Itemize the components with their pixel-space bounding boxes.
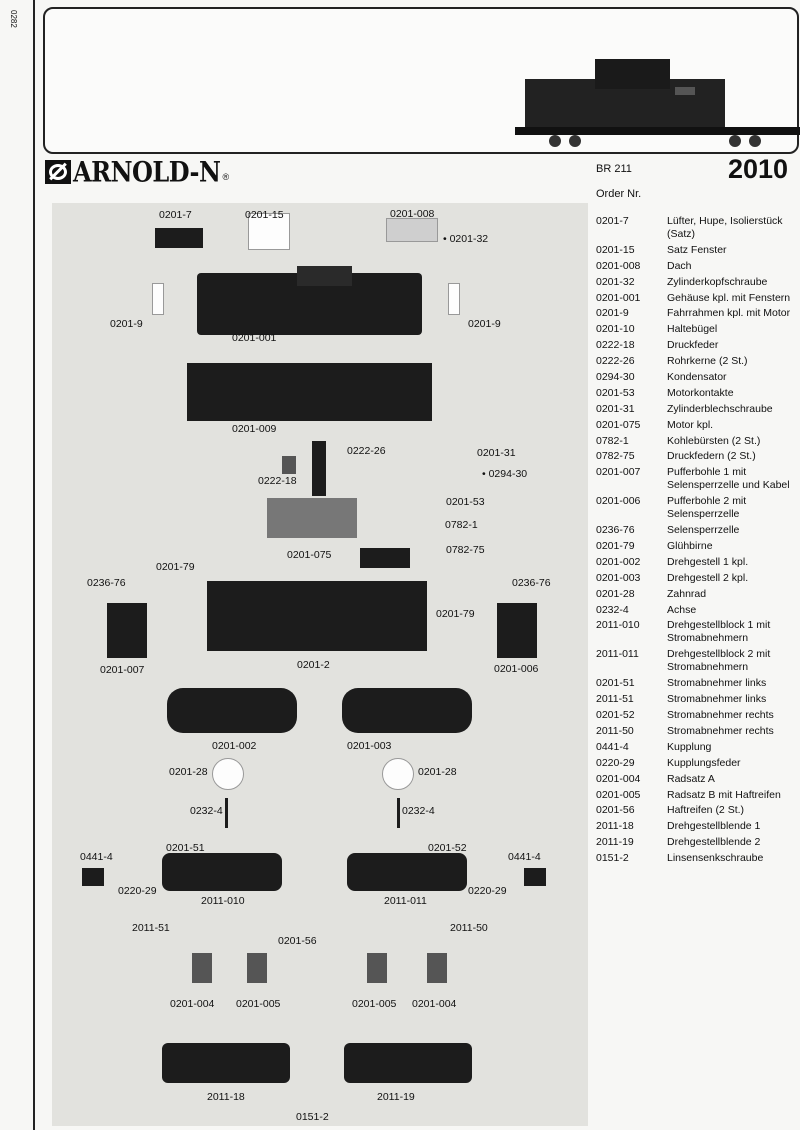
- parts-list-row: [596, 419, 796, 432]
- bogie-cover-2-shape: [344, 1043, 472, 1083]
- bogie-block-2-shape: [347, 853, 467, 891]
- label-0201-56: 0201-56: [278, 935, 317, 947]
- parts-list-row: [596, 619, 796, 645]
- part-number: 2011-50: [596, 724, 634, 737]
- part-description: Stromabnehmer links: [667, 677, 767, 690]
- part-description: Zylinderkopfschraube: [667, 275, 768, 288]
- gear-right-shape: [382, 758, 414, 790]
- label-0201-075: 0201-075: [287, 549, 332, 561]
- locomotive-illustration: [495, 49, 800, 149]
- part-number: 0201-56: [596, 804, 635, 817]
- label-2011-18: 2011-18: [207, 1091, 245, 1103]
- parts-list-row: [596, 540, 796, 553]
- part-description: Linsensenkschraube: [667, 852, 764, 865]
- part-number: 0201-005: [596, 788, 641, 801]
- label-0201-002: 0201-002: [212, 740, 257, 752]
- parts-list-row: [596, 852, 796, 865]
- part-number: 2011-19: [596, 836, 634, 849]
- part-description: Haltebügel: [667, 323, 718, 336]
- label-0201-9-left: 0201-9: [110, 318, 143, 330]
- brand-logo: [45, 154, 230, 189]
- part-description: Dach: [667, 259, 692, 272]
- part-description: Radsatz A: [667, 772, 715, 785]
- part-number: 0201-52: [596, 709, 635, 722]
- label-0294-30: • 0294-30: [482, 468, 528, 480]
- label-0236-76-left: 0236-76: [87, 577, 126, 589]
- part-description: Zylinderblechschraube: [667, 402, 773, 415]
- part-number: 0201-001: [596, 291, 641, 304]
- label-0220-29-left: 0220-29: [118, 885, 157, 897]
- label-0151-2: 0151-2: [296, 1111, 329, 1123]
- parts-list-row: [596, 773, 796, 786]
- spring-shape: [282, 456, 296, 474]
- side-code: 0282: [9, 10, 18, 28]
- label-2011-51: 2011-51: [132, 922, 170, 934]
- label-0201-001: 0201-001: [232, 332, 277, 344]
- fan-horn-shape: [155, 228, 203, 248]
- buffer-beam-left-shape: [107, 603, 147, 658]
- part-description: Motor kpl.: [667, 418, 714, 431]
- wheelset-a-right-shape: [427, 953, 447, 983]
- label-0201-9-right: 0201-9: [468, 318, 501, 330]
- parts-list-row: [596, 588, 796, 601]
- part-number: 0201-003: [596, 571, 641, 584]
- parts-list-row: [596, 495, 796, 521]
- part-number: 0201-10: [596, 323, 635, 336]
- part-description: Stromabnehmer rechts: [667, 709, 774, 722]
- part-number: 0220-29: [596, 756, 635, 769]
- buffer-beam-right-shape: [497, 603, 537, 658]
- roof-shape: [386, 218, 438, 242]
- parts-list-row: [596, 725, 796, 738]
- part-description: Lüfter, Hupe, Isolierstück (Satz): [667, 215, 783, 240]
- part-description: Selensperrzelle: [667, 524, 740, 537]
- parts-list-row: [596, 403, 796, 416]
- parts-list-row: [596, 648, 796, 674]
- label-0201-28-left: 0201-28: [169, 766, 208, 778]
- label-0201-51: 0201-51: [166, 842, 205, 854]
- parts-list-row: [596, 244, 796, 257]
- part-number: 0201-075: [596, 418, 641, 431]
- label-0201-006: 0201-006: [494, 663, 539, 675]
- part-number: 0201-51: [596, 677, 635, 690]
- part-description: Pufferbohle 1 mit Selensperrzelle und Kabel: [667, 466, 790, 492]
- part-description: Stromabnehmer links: [667, 693, 767, 706]
- parts-list-row: [596, 435, 796, 448]
- brand-name: ARNOLD-N: [73, 154, 221, 189]
- axle-left-shape: [225, 798, 228, 828]
- label-0201-79-right: 0201-79: [436, 608, 475, 620]
- part-number: 0201-007: [596, 466, 641, 479]
- parts-list-row: [596, 741, 796, 754]
- part-number: 2011-18: [596, 820, 634, 833]
- part-description: Druckfedern (2 St.): [667, 450, 756, 463]
- label-0201-005-left: 0201-005: [236, 998, 281, 1010]
- label-0441-4-right: 0441-4: [508, 851, 541, 863]
- part-number: 0201-002: [596, 555, 641, 568]
- part-number: 0222-18: [596, 339, 635, 352]
- part-number: 2011-010: [596, 619, 640, 632]
- parts-list-row: [596, 355, 796, 368]
- part-number: 0201-53: [596, 386, 635, 399]
- bracket-small-shape: [360, 548, 410, 568]
- frame-side-left-shape: [152, 283, 164, 315]
- part-number: 0782-75: [596, 450, 635, 463]
- part-description: Pufferbohle 2 mit Selensperrzelle: [667, 495, 747, 521]
- parts-list-row: [596, 339, 796, 352]
- part-number: 0232-4: [596, 603, 629, 616]
- part-description: Glühbirne: [667, 540, 713, 553]
- part-description: Gehäuse kpl. mit Fenstern: [667, 291, 791, 304]
- parts-list-row: [596, 260, 796, 273]
- part-description: Radsatz B mit Haftreifen: [667, 788, 781, 801]
- parts-list-row: [596, 804, 796, 817]
- part-number: 0201-7: [596, 215, 629, 227]
- frame-side-right-shape: [448, 283, 460, 315]
- label-0201-007: 0201-007: [100, 664, 145, 676]
- label-0220-29-right: 0220-29: [468, 885, 507, 897]
- part-number: 2011-011: [596, 648, 639, 661]
- label-0232-4-left: 0232-4: [190, 805, 223, 817]
- coupling-left-shape: [82, 868, 104, 886]
- parts-list-row: [596, 450, 796, 463]
- parts-list-row: [596, 276, 796, 289]
- part-description: Kondensator: [667, 371, 727, 384]
- parts-list-row: [596, 371, 796, 384]
- part-number: 0201-15: [596, 243, 635, 256]
- parts-list-row: [596, 709, 796, 722]
- label-0201-004-right: 0201-004: [412, 998, 457, 1010]
- label-2011-010: 2011-010: [201, 895, 245, 907]
- part-description: Achse: [667, 603, 697, 616]
- part-number: 0294-30: [596, 371, 635, 384]
- label-0441-4-left: 0441-4: [80, 851, 113, 863]
- part-number: 0201-28: [596, 587, 635, 600]
- label-0201-28-right: 0201-28: [418, 766, 457, 778]
- brand-mark-icon: [45, 160, 71, 184]
- label-0201-31: 0201-31: [477, 447, 516, 459]
- part-description: Drehgestellblende 2: [667, 836, 761, 849]
- part-description: Zahnrad: [667, 587, 707, 600]
- part-description: Druckfeder: [667, 339, 719, 352]
- bogie-block-1-shape: [162, 853, 282, 891]
- parts-list-row: [596, 836, 796, 849]
- part-description: Haftreifen (2 St.): [667, 804, 745, 817]
- part-description: Drehgestell 1 kpl.: [667, 555, 749, 568]
- part-number: 0236-76: [596, 524, 635, 537]
- part-number: 0782-1: [596, 434, 629, 447]
- parts-list-row: [596, 215, 796, 241]
- motor-shape: [267, 498, 357, 538]
- parts-list-row: [596, 757, 796, 770]
- part-description: Drehgestellblock 1 mit Stromabnehmern: [667, 619, 771, 645]
- label-2011-011: 2011-011: [384, 895, 427, 907]
- label-0201-005-right: 0201-005: [352, 998, 397, 1010]
- wheelset-b-left-shape: [247, 953, 267, 983]
- exploded-view-photo: [52, 203, 588, 1126]
- coupling-right-shape: [524, 868, 546, 886]
- label-0236-76-right: 0236-76: [512, 577, 551, 589]
- wheelset-b-right-shape: [367, 953, 387, 983]
- frame-shape: [207, 581, 427, 651]
- part-number: 0201-004: [596, 772, 641, 785]
- parts-list-row: [596, 466, 796, 492]
- part-number: 0201-006: [596, 495, 641, 508]
- parts-list-row: [596, 556, 796, 569]
- order-header: Order Nr.: [596, 188, 642, 200]
- parts-list-row: [596, 307, 796, 320]
- label-0201-15: 0201-15: [245, 209, 284, 221]
- part-number: 0201-32: [596, 275, 635, 288]
- label-0201-7: 0201-7: [159, 209, 192, 221]
- parts-list-row: [596, 323, 796, 336]
- label-0782-1: 0782-1: [445, 519, 478, 531]
- part-number: 2011-51: [596, 693, 634, 706]
- part-description: Rohrkerne (2 St.): [667, 355, 748, 368]
- model-name: BR 211: [596, 163, 632, 175]
- housing-cab-shape: [297, 266, 352, 286]
- label-0222-18: 0222-18: [258, 475, 297, 487]
- part-number: 0222-26: [596, 355, 635, 368]
- article-number: 2010: [728, 154, 789, 184]
- parts-list-row: [596, 524, 796, 537]
- part-number: 0201-9: [596, 307, 629, 320]
- parts-list-row: [596, 820, 796, 833]
- label-0201-008: 0201-008: [390, 208, 435, 220]
- label-0201-52: 0201-52: [428, 842, 467, 854]
- wheelset-a-left-shape: [192, 953, 212, 983]
- brand-registered: ®: [222, 171, 230, 182]
- part-description: Drehgestell 2 kpl.: [667, 571, 749, 584]
- bogie-1-shape: [167, 688, 297, 733]
- part-description: Kupplung: [667, 740, 712, 753]
- axle-right-shape: [397, 798, 400, 828]
- margin-line: [33, 0, 35, 1130]
- part-number: 0201-79: [596, 540, 635, 553]
- label-0201-2: 0201-2: [297, 659, 330, 671]
- bogie-2-shape: [342, 688, 472, 733]
- parts-list-row: [596, 572, 796, 585]
- label-2011-19: 2011-19: [377, 1091, 415, 1103]
- part-number: 0441-4: [596, 740, 629, 753]
- motor-bracket-shape: [312, 441, 326, 496]
- label-0201-004-left: 0201-004: [170, 998, 215, 1010]
- label-0201-32: • 0201-32: [443, 233, 489, 245]
- part-description: Drehgestellblock 2 mit Stromabnehmern: [667, 648, 771, 674]
- part-description: Fahrrahmen kpl. mit Motor: [667, 307, 791, 320]
- gear-left-shape: [212, 758, 244, 790]
- label-0222-26: 0222-26: [347, 445, 386, 457]
- part-description: Kupplungsfeder: [667, 756, 741, 769]
- label-0201-79-left: 0201-79: [156, 561, 195, 573]
- part-number: 0201-008: [596, 259, 641, 272]
- parts-list-row: [596, 292, 796, 305]
- label-2011-50: 2011-50: [450, 922, 488, 934]
- part-number: 0151-2: [596, 852, 629, 865]
- parts-list-row: [596, 677, 796, 690]
- parts-list-row: [596, 604, 796, 617]
- parts-list-row: [596, 789, 796, 802]
- part-description: Stromabnehmer rechts: [667, 724, 774, 737]
- part-description: Kohlebürsten (2 St.): [667, 434, 761, 447]
- part-description: Motorkontakte: [667, 386, 734, 399]
- label-0782-75: 0782-75: [446, 544, 485, 556]
- label-0201-53: 0201-53: [446, 496, 485, 508]
- parts-list-row: [596, 387, 796, 400]
- label-0201-009: 0201-009: [232, 423, 277, 435]
- part-description: Drehgestellblende 1: [667, 820, 761, 833]
- header-illustration-box: [43, 7, 799, 154]
- label-0232-4-right: 0232-4: [402, 805, 435, 817]
- chassis-shape: [187, 363, 432, 421]
- part-description: Satz Fenster: [667, 243, 727, 256]
- bogie-cover-1-shape: [162, 1043, 290, 1083]
- part-number: 0201-31: [596, 402, 635, 415]
- parts-list: [596, 215, 796, 868]
- label-0201-003: 0201-003: [347, 740, 392, 752]
- parts-list-row: [596, 693, 796, 706]
